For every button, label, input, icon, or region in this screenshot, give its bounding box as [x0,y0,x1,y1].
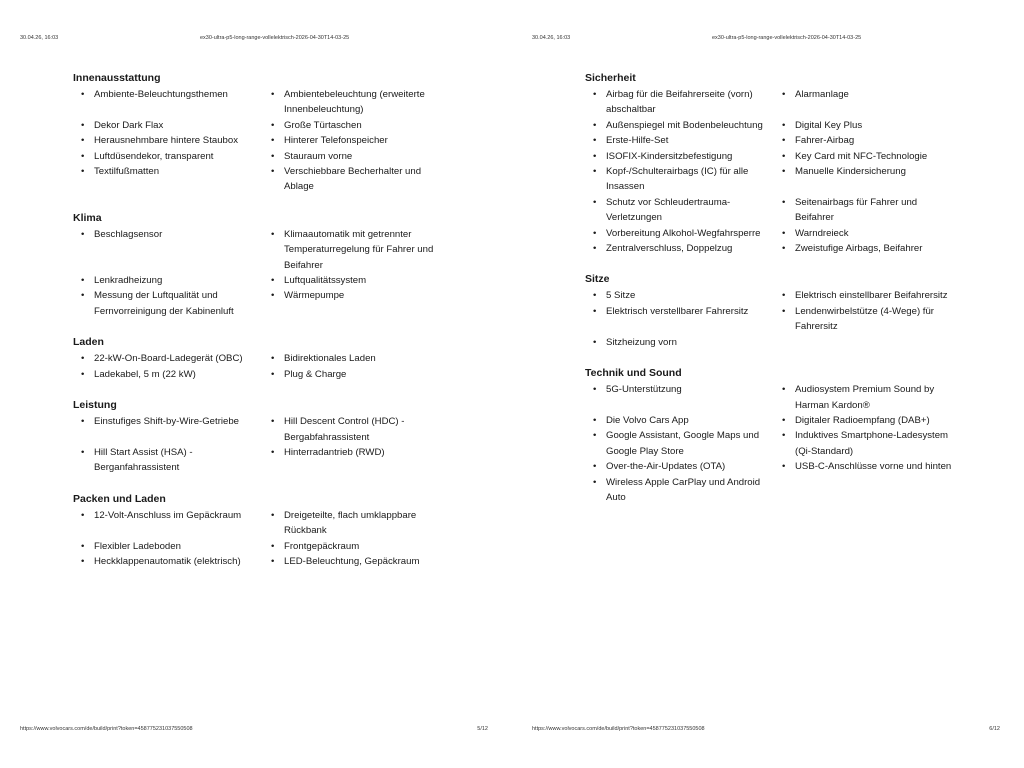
feature-item: • Audiosystem Premium Sound by Harman Kardon® [774,382,964,413]
feature-list [73,87,453,195]
feature-item: • Dreigeteilte, flach umklappbare Rückbank [263,508,453,539]
feature-item: • Ambiente-Beleuchtungsthemen [73,87,263,118]
feature-list [73,227,453,319]
feature-section [73,211,453,319]
feature-item: • Vorbereitung Alkohol-Wegfahrsperre [585,226,774,241]
feature-item: • Hinterer Telefonspeicher [263,133,453,148]
feature-section [585,71,965,256]
section-title: Sitze [585,273,610,286]
page-content [73,71,453,585]
section-title: Sicherheit [585,72,636,84]
feature-item: • Seitenairbags für Fahrer und Beifahrer [774,195,964,226]
feature-list [73,414,453,476]
page-number: 5/12 [477,726,488,732]
feature-item: • LED-Beleuchtung, Gepäckraum [263,554,453,569]
feature-item: • Wireless Apple CarPlay und Android Auto [585,475,774,506]
feature-section [73,335,453,382]
feature-item: • Elektrisch einstellbarer Beifahrersitz [774,288,964,303]
feature-item: • Airbag für die Beifahrerseite (vorn) abschaltbar [585,87,774,118]
feature-item: • Alarmanlage [774,87,964,118]
feature-item: • Beschlagsensor [73,227,263,273]
feature-item: • Wärmepumpe [263,288,453,319]
page-2 [512,0,1024,768]
feature-item: • Lendenwirbelstütze (4-Wege) für Fahrersitz [774,304,964,335]
feature-section [585,366,965,505]
page-header [20,35,488,45]
feature-item: • 5G-Unterstützung [585,382,774,413]
feature-item: • Verschiebbare Becherhalter und Ablage [263,164,453,195]
section-title: Laden [73,336,104,349]
feature-item: • Ladekabel, 5 m (22 kW) [73,367,263,382]
feature-item: • Ambientebeleuchtung (erweiterte Innenbeleuchtung) [263,87,453,118]
feature-item: • 22-kW-On-Board-Ladegerät (OBC) [73,351,263,366]
feature-item: • Erste-Hilfe-Set [585,133,774,148]
feature-item: • Induktives Smartphone-Ladesystem (Qi-Standard) [774,428,964,459]
feature-list [585,288,965,350]
feature-item: • Bidirektionales Laden [263,351,453,366]
print-date: 30.04.26, 16:03 [20,35,59,41]
document-title: ex30-ultra-p5-long-range-vollelektrisch-2026-04-30T14-03-25 [712,35,862,41]
feature-item: • Hill Start Assist (HSA) - Berganfahrassistent [73,445,263,476]
feature-item: • Zentralverschluss, Doppelzug [585,241,774,256]
feature-item: • Textilfußmatten [73,164,263,195]
feature-item: • Dekor Dark Flax [73,118,263,133]
feature-item: • Luftdüsendekor, transparent [73,149,263,164]
feature-item: • Zweistufige Airbags, Beifahrer [774,241,964,256]
feature-item: • Lenkradheizung [73,273,263,288]
feature-item: • Digital Key Plus [774,118,964,133]
feature-item: • Fahrer-Airbag [774,133,964,148]
print-date: 30.04.26, 16:03 [532,35,571,41]
feature-list [585,382,965,505]
feature-item: • Einstufiges Shift-by-Wire-Getriebe [73,414,263,445]
feature-item: • Flexibler Ladeboden [73,539,263,554]
page-footer [20,726,488,736]
feature-item: • Kopf-/Schulterairbags (IC) für alle Insassen [585,164,774,195]
feature-item: • USB-C-Anschlüsse vorne und hinten [774,459,964,474]
page-header [532,35,1000,45]
feature-list [73,508,453,570]
feature-item: • Hill Descent Control (HDC) - Bergabfahrassistent [263,414,453,445]
feature-item: • Google Assistant, Google Maps und Google Play Store [585,428,774,459]
page-url[interactable]: https://www.volvocars.com/de/build/print?token=458775231037550508 [20,726,193,732]
page-number: 6/12 [989,726,1000,732]
feature-item: • Digitaler Radioempfang (DAB+) [774,413,964,428]
feature-section [73,398,453,476]
feature-item: • Manuelle Kindersicherung [774,164,964,195]
feature-item: • 5 Sitze [585,288,774,303]
page-footer [532,726,1000,736]
feature-item: • Herausnehmbare hintere Staubox [73,133,263,148]
feature-item: • Heckklappenautomatik (elektrisch) [73,554,263,569]
feature-item: • 12-Volt-Anschluss im Gepäckraum [73,508,263,539]
feature-item: • Key Card mit NFC-Technologie [774,149,964,164]
feature-item: • Frontgepäckraum [263,539,453,554]
feature-list [585,87,965,256]
page-url[interactable]: https://www.volvocars.com/de/build/print?token=458775231037550508 [532,726,705,732]
feature-item: • Große Türtaschen [263,118,453,133]
section-title: Klima [73,211,102,224]
feature-item: • Stauraum vorne [263,149,453,164]
feature-item: • Schutz vor Schleudertrauma-Verletzungen [585,195,774,226]
feature-item: • Over-the-Air-Updates (OTA) [585,459,774,474]
section-title: Leistung [73,399,117,412]
feature-section [73,71,453,195]
feature-item: • Hinterradantrieb (RWD) [263,445,453,476]
feature-item: • Luftqualitätssystem [263,273,453,288]
feature-item: • Warndreieck [774,226,964,241]
document-title: ex30-ultra-p5-long-range-vollelektrisch-2026-04-30T14-03-25 [200,35,350,41]
feature-item: • Plug & Charge [263,367,453,382]
feature-item: • Klimaautomatik mit getrennter Temperaturregelung für Fahrer und Beifahrer [263,227,453,273]
feature-section [585,272,965,350]
section-title: Packen und Laden [73,492,166,505]
feature-list [73,351,453,382]
feature-item: • Elektrisch verstellbarer Fahrersitz [585,304,774,335]
feature-item: • ISOFIX-Kindersitzbefestigung [585,149,774,164]
feature-section [73,492,453,570]
page-content [585,71,965,521]
section-title: Technik und Sound [585,367,682,380]
feature-item: • Sitzheizung vorn [585,335,774,350]
feature-item: • Die Volvo Cars App [585,413,774,428]
feature-item: • Außenspiegel mit Bodenbeleuchtung [585,118,774,133]
section-title: Innenausstattung [73,72,161,84]
feature-item: • Messung der Luftqualität und Fernvorreinigung der Kabinenluft [73,288,263,319]
